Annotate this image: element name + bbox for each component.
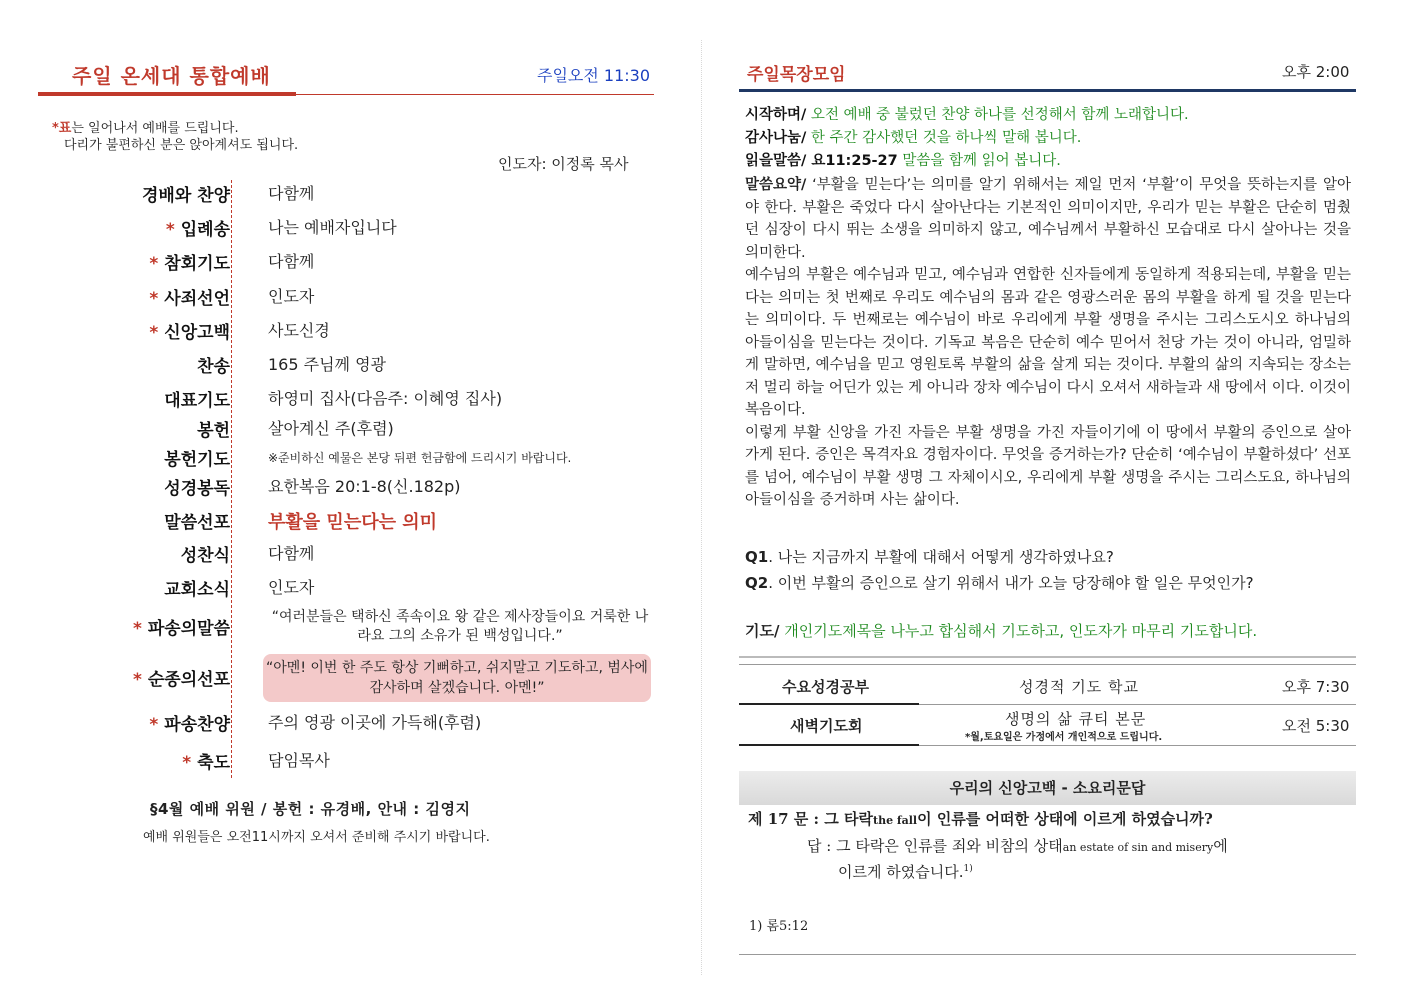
schedule-row-rule [739, 703, 919, 705]
footnote: 1) 롬5:12 [749, 919, 809, 934]
order-label [164, 445, 230, 470]
order-label-text: 경배와 찬양 [141, 186, 230, 206]
sitting-note: 다리가 불편하신 분은 앉아계셔도 됩니다. [64, 138, 299, 153]
step-text: 말씀을 함께 읽어 봅니다. [897, 153, 1061, 169]
group-meeting-rule [739, 89, 1356, 92]
order-label [166, 215, 230, 240]
order-value: “여러분들은 택하신 족속이요 왕 같은 제사장들이요 거룩한 나라요 그의 소유가 된 백성입니다.” [271, 609, 649, 644]
stand-marker: * [182, 753, 192, 773]
order-label-text: 찬송 [197, 357, 230, 377]
question-1 [745, 546, 1114, 567]
step-text: 오전 예배 중 불렀던 찬양 하나를 선정해서 함께 노래합니다. [806, 107, 1189, 123]
a-line2: 이르게 하였습니다. [838, 863, 964, 881]
schedule-name: 수요성경공부 [782, 678, 869, 696]
prayer-text: 개인기도제목을 나누고 합심해서 기도하고, 인도자가 마무리 기도합니다. [779, 622, 1258, 640]
order-label-text: 대표기도 [164, 391, 230, 411]
order-label-text: 봉헌기도 [164, 450, 230, 470]
note-star: *표 [52, 121, 72, 136]
order-label-text: 봉헌 [197, 421, 230, 441]
order-label [133, 665, 230, 690]
order-label [182, 748, 230, 773]
order-label [149, 249, 230, 274]
order-label [181, 541, 230, 566]
group-meeting-title: 주일목장모임 [747, 65, 846, 85]
stand-marker: * [132, 619, 142, 639]
schedule-desc: 생명의 삶 큐티 본문 [1005, 710, 1147, 728]
worship-staff-note: 예배 위원들은 오전11시까지 오셔서 준비해 주시기 바랍니다. [143, 830, 490, 845]
schedule-note: *월,토요일은 가정에서 개인적으로 드립니다. [965, 732, 1163, 743]
order-label [164, 575, 230, 600]
order-label [149, 318, 230, 343]
schedule-name: 새벽기도회 [790, 717, 863, 735]
page-fold [701, 40, 702, 975]
order-label-text: 입례송 [180, 220, 230, 240]
a-suffix: 에 [1213, 837, 1228, 855]
order-label-text: 축도 [197, 753, 230, 773]
sermon-summary [745, 174, 1351, 512]
stand-marker: * [165, 220, 175, 240]
step-text: 한 주간 감사했던 것을 하나씩 말해 봅니다. [806, 130, 1082, 146]
worship-staff: §4월 예배 위원 / 봉헌 : 유경배, 안내 : 김영지 [150, 800, 471, 818]
order-value: 요한복음 20:1-8(신.182p) [268, 477, 461, 496]
order-value: 부활을 믿는다는 의미 [268, 512, 438, 533]
step-opening [745, 105, 1189, 126]
step-label: 감사나눔/ [745, 130, 807, 146]
step-label: 시작하며/ [745, 107, 807, 123]
stand-marker: * [132, 670, 142, 690]
catechism-answer [807, 835, 1228, 856]
q-prefix: 제 17 문 : 그 타락 [748, 810, 873, 828]
q-english: the fall [872, 814, 918, 827]
catechism-answer-cont [838, 861, 973, 882]
step-reading [745, 151, 1061, 172]
group-meeting-time: 오후 2:00 [1282, 63, 1350, 81]
order-label-text: 성찬식 [180, 546, 230, 566]
order-label [164, 508, 230, 533]
order-value: 살아계신 주(후렴) [268, 419, 394, 438]
q2-text: . 이번 부활의 증인으로 살기 위해서 내가 오늘 당장해야 할 일은 무엇인가? [768, 574, 1254, 592]
prayer-step [745, 620, 1257, 641]
order-label [133, 614, 230, 639]
step-label: 읽을말씀/ 요11:25-27 [745, 153, 898, 169]
summary-label: 말씀요약/ [745, 177, 807, 193]
note-line1: 는 일어나서 예배를 드립니다. [71, 121, 239, 136]
schedule-top-rule [739, 656, 1356, 658]
title-underline [38, 92, 296, 96]
bottom-rule [739, 954, 1356, 955]
catechism-question [748, 808, 1213, 829]
order-label-text: 파송찬양 [164, 715, 230, 735]
order-label [197, 352, 230, 377]
order-value: 165 주님께 영광 [268, 355, 386, 374]
leader: 인도자: 이정록 목사 [498, 155, 629, 173]
order-label [164, 386, 230, 411]
order-value: 주의 영광 이곳에 가득해(후렴) [268, 713, 482, 732]
schedule-bottom-rule [739, 744, 919, 746]
order-value: ※준비하신 예물은 본당 뒤편 헌금함에 드리시기 바랍니다. [268, 451, 572, 465]
order-label-text: 파송의말씀 [147, 619, 230, 639]
order-value: 다함께 [268, 252, 315, 271]
stand-marker: * [149, 323, 159, 343]
summary-p3: 이렇게 부활 신앙을 가진 자들은 부활 생명을 가진 자들이기에 이 땅에서 부활의 증인으로 살아가게 된다. 증인은 목격자요 경험자이다. 무엇을 증거하는가? 단순히 ‘예수님이 부활하셨다’ 선포를 넘어, 예수님이 부활 생명 그 자체이시오, 우리에게 부활 생명을 주시는 그리스도요, 하나님의 아들이심을 증거하며 사는 삶이다. [745, 424, 1351, 508]
footnote-mark: 1) [963, 864, 973, 874]
order-label-text: 사죄선언 [164, 289, 230, 309]
q2-label: Q2 [745, 574, 769, 592]
order-value: 하영미 집사(다음주: 이혜영 집사) [268, 389, 503, 408]
schedule-time: 오후 7:30 [1282, 678, 1350, 696]
stand-marker: * [149, 289, 159, 309]
order-value: 인도자 [268, 287, 315, 306]
order-value: “아멘! 이번 한 주도 항상 기뻐하고, 쉬지말고 기도하고, 범사에 감사하며 살겠습니다. 아멘!” [263, 654, 651, 702]
order-value: 다함께 [268, 544, 315, 563]
order-label [164, 474, 230, 499]
prayer-label: 기도/ [745, 622, 780, 640]
order-label-text: 신앙고백 [164, 323, 230, 343]
schedule-bottom-rule [919, 745, 1356, 746]
q1-label: Q1 [745, 548, 769, 566]
a-prefix: 답 : 그 타락은 인류를 죄와 비참의 상태 [807, 837, 1063, 855]
order-divider [231, 180, 232, 778]
order-label-text: 말씀선포 [164, 513, 230, 533]
order-value: 인도자 [268, 578, 315, 597]
order-value: 사도신경 [268, 321, 330, 340]
stand-marker: * [149, 715, 159, 735]
order-value: 담임목사 [268, 751, 330, 770]
schedule-rule [739, 664, 1356, 665]
summary-p1: ‘부활을 믿는다’는 의미를 알기 위해서는 제일 먼저 ‘부활’이 무엇을 뜻하는지를 알아야 한다. 부활은 죽었다 다시 살아난다는 기본적인 의미이지만, 우리가 믿는 부활은 단순히 멈췄던 심장이 다시 뛰는 소생을 의미하지 않고, 예수님께서 부활하신 모습대로 다시 살아나는 것을 의미한다. [745, 177, 1351, 261]
q-suffix: 이 인류를 어떠한 상태에 이르게 하였습니까? [917, 810, 1213, 828]
order-label [149, 284, 230, 309]
schedule-time: 오전 5:30 [1282, 717, 1350, 735]
q1-text: . 나는 지금까지 부활에 대해서 어떻게 생각하였나요? [768, 548, 1114, 566]
title-underline-thin [296, 94, 654, 95]
step-thanks [745, 128, 1081, 149]
schedule-desc: 성경적 기도 학교 [1019, 678, 1139, 696]
order-label [197, 416, 230, 441]
confession-title: 우리의 신앙고백 - 소요리문답 [949, 779, 1146, 797]
a-english: an estate of sin and misery [1062, 841, 1214, 854]
order-label [142, 181, 230, 206]
service-title: 주일 온세대 통합예배 [72, 64, 271, 88]
order-value: 다함께 [268, 184, 315, 203]
service-time: 주일오전 11:30 [537, 66, 651, 85]
stand-marker: * [149, 254, 159, 274]
summary-p2: 예수님의 부활은 예수님과 믿고, 예수님과 연합한 신자들에게 동일하게 적용되는데, 부활을 믿는다는 의미는 첫 번째로 우리도 예수님의 몸과 같은 영광스러운 몸의 부활을 하게 될 것을 믿는다는 의미이다. 두 번째로는 예수님이 바로 우리에게 부활 생명을 주시는 그리스도시오 하나님의 아들이심을 믿는다는 것이다. 기독교 복음은 단순히 예수 믿어서 천당 가는 것이 아니라, 엄밀하게 말하면, 예수님을 믿고 영원토록 부활의 삶을 살게 되는 것이다. 부활의 삶의 지속되는 장소는 저 멀리 하늘 어딘가 있는 게 아니라 장차 예수님이 다시 오셔서 새하늘과 새 땅에서 이다. 이것이 복음이다. [745, 267, 1352, 418]
question-2 [745, 572, 1254, 593]
order-label-text: 순종의선포 [147, 670, 230, 690]
schedule-row-rule [919, 704, 1356, 705]
order-label [149, 710, 230, 735]
order-value: 나는 예배자입니다 [268, 218, 397, 237]
order-label-text: 참회기도 [164, 254, 230, 274]
order-label-text: 교회소식 [164, 580, 230, 600]
order-label-text: 성경봉독 [164, 479, 230, 499]
